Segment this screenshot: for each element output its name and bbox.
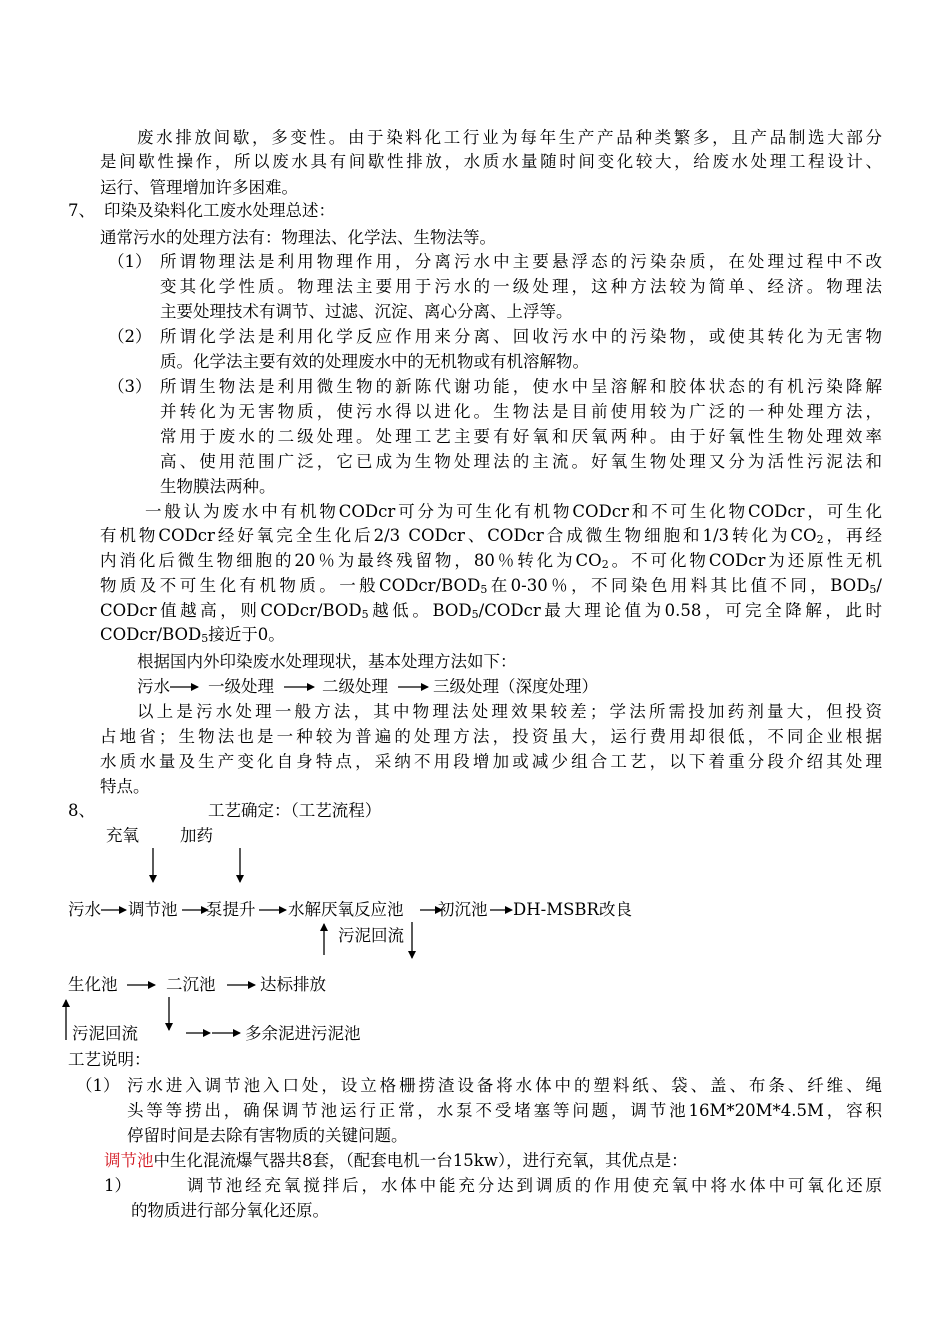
text-run: 内消化后微生物细胞的20％为最终残留物，80％转化为CO <box>100 551 602 570</box>
paragraph-line: 通常污水的处理方法有：物理法、化学法、生物法等。 <box>100 228 496 247</box>
list-item-line: 并转化为无害物质，使污水得以进化。生物法是目前使用较为广泛的一种处理方法， <box>160 402 882 421</box>
paragraph-line: 运行、管理增加许多困难。 <box>100 178 298 197</box>
list-item-line: 生物膜法两种。 <box>160 477 276 496</box>
list-item-line: 所谓生物法是利用微生物的新陈代谢功能，使水中呈溶解和胶体状态的有机污染降解 <box>160 377 882 396</box>
list-item-line: 高、使用范围广泛，它已成为生物处理法的主流。好氧生物处理又分为活性污泥法和 <box>160 452 882 471</box>
section-number: 7、 <box>68 201 95 220</box>
list-item-line: 所谓化学法是利用化学反应作用来分离、回收污水中的污染物，或使其转化为无害物 <box>160 327 882 346</box>
list-number: （2） <box>108 327 152 346</box>
subscript: 2 <box>601 558 609 571</box>
list-number: （1） <box>108 252 152 271</box>
text-run: ，再经 <box>823 526 882 545</box>
list-item-line: 的物质进行部分氧化还原。 <box>131 1201 329 1220</box>
subscript: 5 <box>480 583 488 596</box>
list-number: （1） <box>76 1076 120 1095</box>
list-number: 1） <box>104 1176 131 1195</box>
text-run: CODcr/BOD <box>100 625 202 644</box>
notes-title: 工艺说明： <box>68 1050 151 1069</box>
flow-node: 水解厌氧反应池 <box>288 900 404 919</box>
list-item-line: 所谓物理法是利用物理作用，分离污水中主要悬浮态的污染杂质，在处理过程中不改 <box>160 252 882 271</box>
paragraph-line: 以上是污水处理一般方法，其中物理法处理效果较差；学法所需投加药剂量大，但投资 <box>137 702 882 721</box>
section-number: 8、 <box>68 801 95 820</box>
paragraph-line: 根据国内外印染废水处理现状，基本处理方法如下： <box>137 652 517 671</box>
subscript: 5 <box>869 583 877 596</box>
text-run: 。不可化物CODcr为还原性无机 <box>608 551 882 570</box>
flow-step: 污水 <box>137 677 170 696</box>
subscript: 5 <box>471 608 479 621</box>
flow-step: 一级处理 <box>208 677 274 696</box>
sludge-return-label: 污泥回流 <box>72 1024 138 1043</box>
sludge-return-label: 污泥回流 <box>338 926 404 945</box>
list-item-line: 调节池经充氧搅拌后，水体中能充分达到调质的作用使充氧中将水体中可氧化还原 <box>187 1176 882 1195</box>
dosing-label: 加药 <box>180 826 213 845</box>
list-item-line: 污水进入调节池入口处，设立格栅捞渣设备将水体中的塑料纸、袋、盖、布条、纤维、绳 <box>127 1076 882 1095</box>
text-run: /CODcr最大理论值为0.58，可完全降解，此时 <box>478 601 883 620</box>
list-item-line: 停留时间是去除有害物质的关键问题。 <box>127 1126 408 1145</box>
text-run: 有机物CODcr经好氧完全生化后2/3 CODcr、CODcr合成微生物细胞和1/3转化为CO <box>100 526 817 545</box>
text-run: 中生化混流爆气器共8套，（配套电机一台15kw），进行充氧，其优点是： <box>153 1151 688 1170</box>
text-run: 越低。BOD <box>368 601 472 620</box>
aeration-label: 充氧 <box>106 826 139 845</box>
flow-node: 达标排放 <box>260 975 326 994</box>
subscript: 2 <box>816 533 824 546</box>
flow-node: 初沉池 <box>438 900 488 919</box>
flow-step: 三级处理（深度处理） <box>433 677 598 696</box>
paragraph-line: 是间歇性操作，所以废水具有间歇性排放，水质水量随时间变化较大，给废水处理工程设计、 <box>100 152 882 171</box>
flow-node: 调节池 <box>128 900 178 919</box>
list-item-line: 主要处理技术有调节、过滤、沉淀、离心分离、上浮等。 <box>160 302 573 321</box>
list-item-line: 头等等捞出，确保调节池运行正常，水泵不受堵塞等问题，调节池16M*20M*4.5M，容积 <box>127 1101 882 1120</box>
paragraph-line: 水质水量及生产变化自身特点，采纳不用段增加或减少组合工艺，以下着重分段介绍其处理 <box>100 752 882 771</box>
text-run: / <box>876 576 882 595</box>
subscript: 5 <box>361 608 369 621</box>
text-run: 在0-30％，不同染色用料其比值不同，BOD <box>487 576 870 595</box>
flow-node: 泵提升 <box>206 900 256 919</box>
subscript: 5 <box>201 632 209 645</box>
flow-node: 多余泥进污泥池 <box>245 1024 361 1043</box>
flow-node: 生化池 <box>68 975 118 994</box>
paragraph-line: 废水排放间歇，多变性。由于染料化工行业为每年生产产品种类繁多，且产品制选大部分 <box>137 128 882 147</box>
list-item-line: 变其化学性质。物理法主要用于污水的一级处理，这种方法较为简单、经济。物理法 <box>160 277 882 296</box>
section-title: 印染及染料化工废水处理总述： <box>104 201 335 220</box>
section-title: 工艺确定：（工艺流程） <box>208 801 382 820</box>
highlight-term: 调节池 <box>104 1151 154 1170</box>
text-run: 物质及不可生化有机物质。一般CODcr/BOD <box>100 576 481 595</box>
paragraph-line: 特点。 <box>100 777 150 796</box>
text-run: 接近于0。 <box>208 625 285 644</box>
list-item-line: 常用于废水的二级处理。处理工艺主要有好氧和厌氧两种。由于好氧性生物处理效率 <box>160 427 882 446</box>
list-item-line: 质。化学法主要有效的处理废水中的无机物或有机溶解物。 <box>160 352 589 371</box>
list-number: （3） <box>108 377 152 396</box>
text-run: CODcr值越高，则CODcr/BOD <box>100 601 362 620</box>
paragraph-line <box>104 1151 688 1171</box>
paragraph-line: 一般认为废水中有机物CODcr可分为可生化有机物CODcr和不可生化物CODcr，可生化 <box>145 502 882 521</box>
flow-step: 二级处理 <box>322 677 388 696</box>
flow-node: 二沉池 <box>166 975 216 994</box>
flow-node: 污水 <box>68 900 101 919</box>
paragraph-line: 占地省；生物法也是一种较为普遍的处理方法，投资虽大，运行费用却很低，不同企业根据 <box>100 727 882 746</box>
flow-node: DH-MSBR改良 <box>513 900 632 919</box>
